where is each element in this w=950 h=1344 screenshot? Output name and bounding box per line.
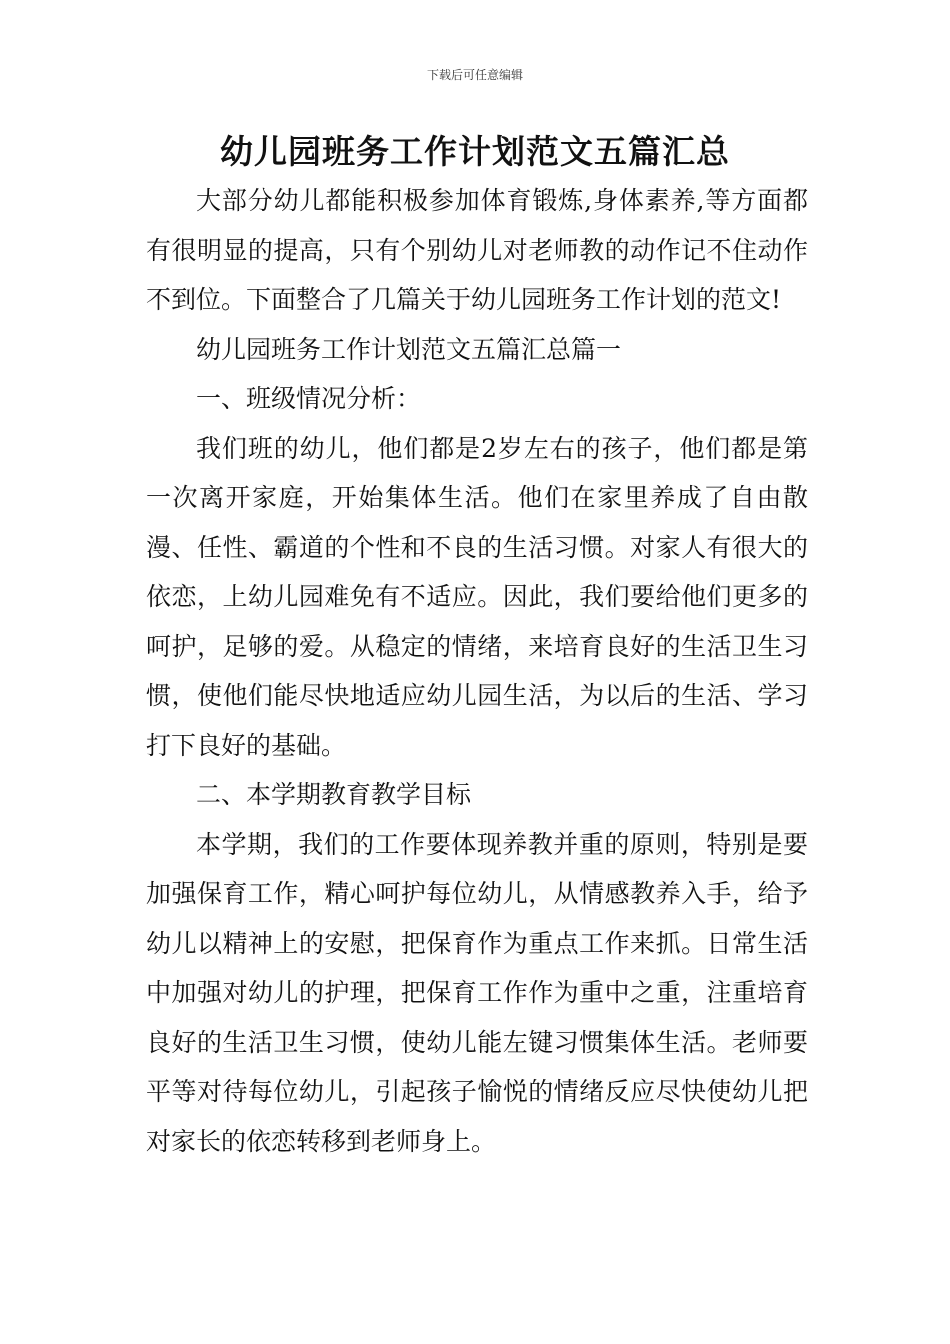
subheading-class-analysis: 一、班级情况分析：: [196, 384, 422, 413]
intro-paragraph: 大部分幼儿都能积极参加体育锻炼,身体素养,等方面都有很明显的提高，只有个别幼儿对老师教的动作记不住动作不到位。下面整合了几篇关于幼儿园班务工作计划的范文!: [146, 186, 808, 314]
class-analysis-paragraph: 我们班的幼儿，他们都是2岁左右的孩子，他们都是第一次离开家庭，开始集体生活。他们在家里养成了自由散漫、任性、霸道的个性和不良的生活习惯。对家人有很大的依恋，上幼儿园难免有不适应。因此，我们要给他们更多的呵护，足够的爱。从稳定的情绪，来培育良好的生活卫生习惯，使他们能尽快地适应幼儿园生活，为以后的生活、学习打下良好的基础。: [146, 433, 808, 760]
page-header-note: 下载后可任意编辑: [426, 68, 523, 82]
subheading-teaching-goals: 二、本学期教育教学目标: [196, 780, 472, 809]
section-heading-part-one: 幼儿园班务工作计划范文五篇汇总篇一: [196, 334, 622, 364]
teaching-goals-paragraph: 本学期，我们的工作要体现养教并重的原则，特别是要加强保育工作，精心呵护每位幼儿，从情感教养入手，给予幼儿以精神上的安慰，把保育作为重点工作来抓。日常生活中加强对幼儿的护理，把保育工作作为重中之重，注重培育良好的生活卫生习惯，使幼儿能左键习惯集体生活。老师要平等对待每位幼儿，引起孩子愉悦的情绪反应尽快使幼儿把对家长的依恋转移到老师身上。: [146, 829, 808, 1156]
document-body: [146, 176, 808, 1166]
document-title: 幼儿园班务工作计划范文五篇汇总: [220, 132, 730, 171]
